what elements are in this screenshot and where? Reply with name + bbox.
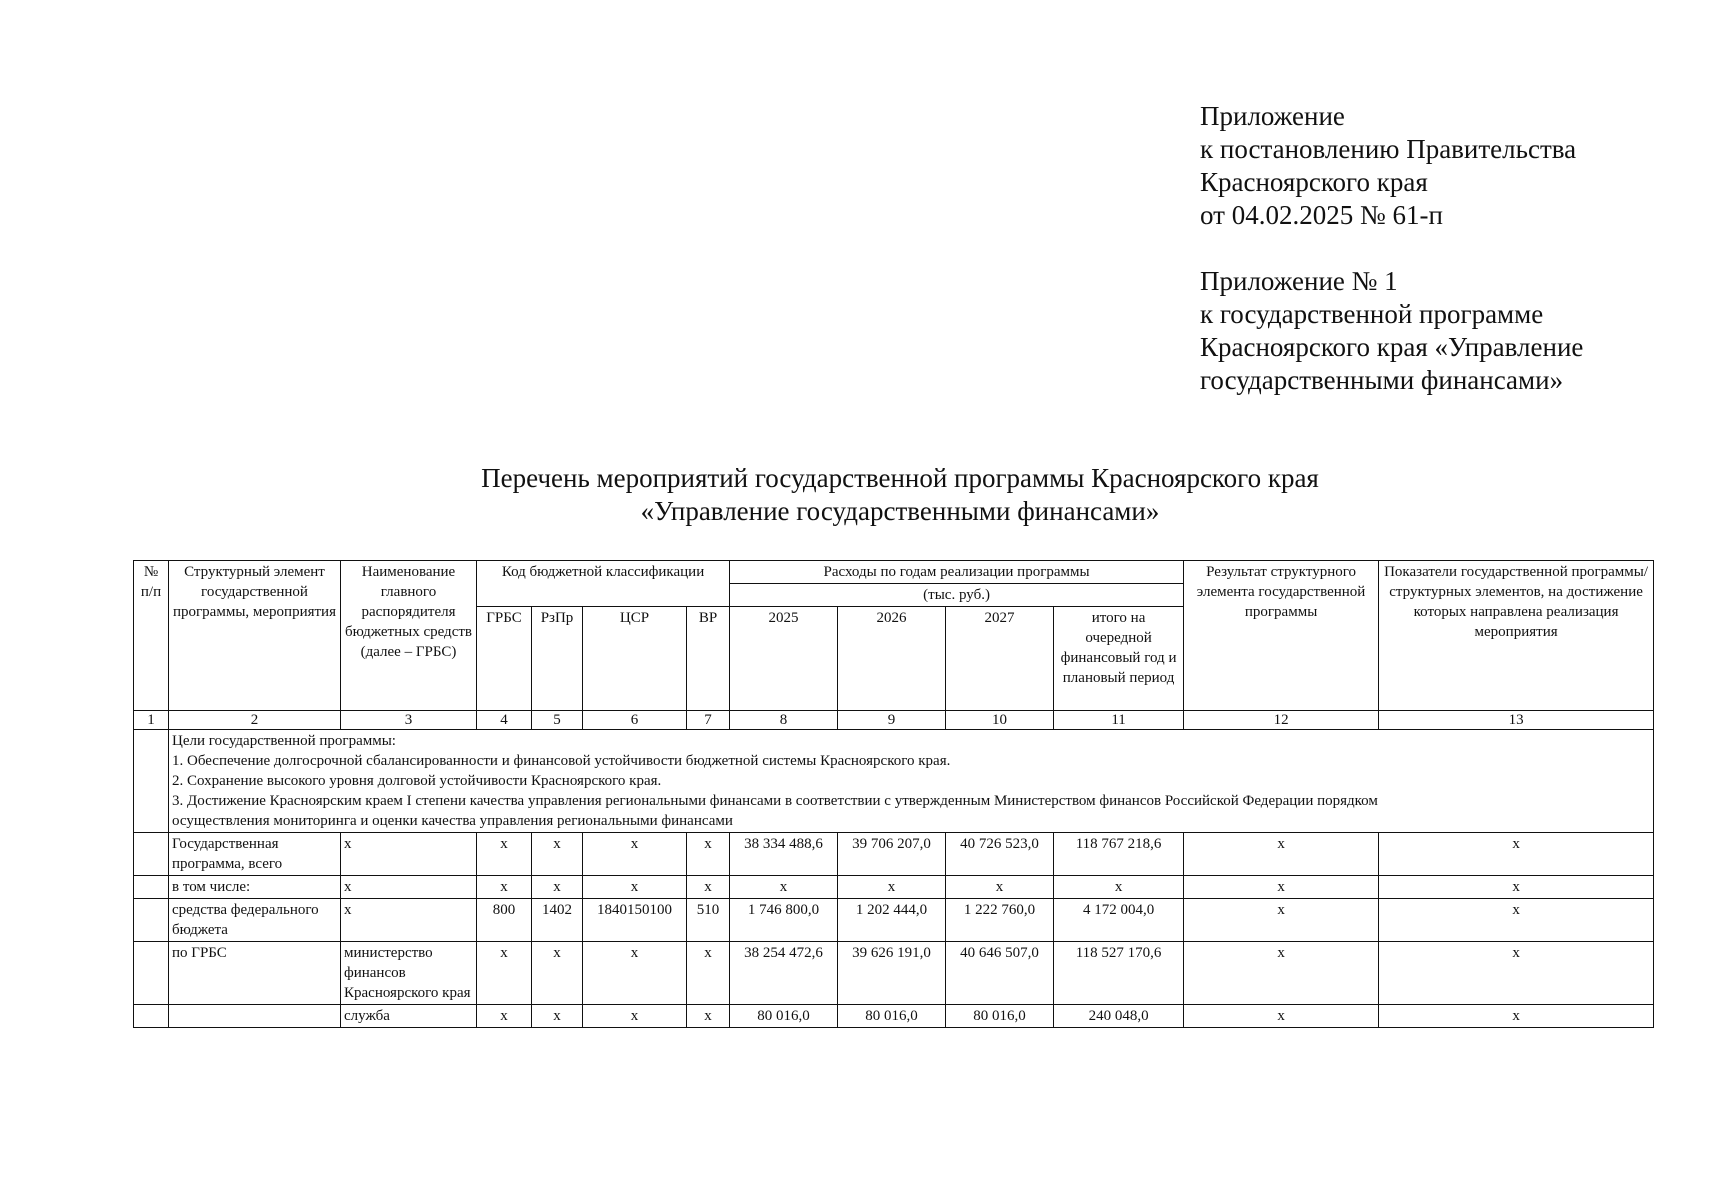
cell-y2026: x <box>838 876 946 899</box>
appendix-line: к государственной программе <box>1200 299 1544 329</box>
cell-num <box>134 876 169 899</box>
cell-csr: x <box>583 942 687 1005</box>
cell-rzpr: x <box>532 942 583 1005</box>
cell-y2027: x <box>946 876 1054 899</box>
table-row <box>134 876 1654 899</box>
cell-num <box>134 899 169 942</box>
cell-total: x <box>1054 876 1184 899</box>
cell-y2027: 40 726 523,0 <box>946 833 1054 876</box>
header-num: № п/п <box>134 561 169 711</box>
cell-num <box>134 833 169 876</box>
column-number: 7 <box>687 711 730 730</box>
document-title <box>0 462 1720 528</box>
cell-rzpr: x <box>532 876 583 899</box>
cell-element: средства федерального бюджета <box>169 899 341 942</box>
table-row <box>134 1005 1654 1028</box>
header-csr: ЦСР <box>583 607 687 711</box>
header-expenses: Расходы по годам реализации программы <box>730 561 1184 584</box>
header-y2026: 2026 <box>838 607 946 711</box>
column-number: 8 <box>730 711 838 730</box>
appendix-line: Красноярского края «Управление <box>1200 332 1584 362</box>
program-goals <box>169 730 1654 833</box>
cell-result: x <box>1184 942 1379 1005</box>
cell-grbs-name: x <box>341 833 477 876</box>
cell-y2025: 38 254 472,6 <box>730 942 838 1005</box>
column-number: 13 <box>1379 711 1654 730</box>
table-row <box>134 833 1654 876</box>
cell-vr: x <box>687 1005 730 1028</box>
cell-vr: x <box>687 942 730 1005</box>
appendix-line: Приложение <box>1200 101 1345 131</box>
table-row <box>134 942 1654 1005</box>
column-number: 4 <box>477 711 532 730</box>
cell-vr: 510 <box>687 899 730 942</box>
cell-y2025: 38 334 488,6 <box>730 833 838 876</box>
goal-2: 2. Сохранение высокого уровня долговой устойчивости Красноярского края. <box>172 773 662 789</box>
cell-indicators: x <box>1379 876 1654 899</box>
cell-indicators: x <box>1379 899 1654 942</box>
cell-vr: x <box>687 833 730 876</box>
cell-csr: 1840150100 <box>583 899 687 942</box>
measures-table <box>133 560 1654 1028</box>
goal-3-cont: осуществления мониторинга и оценки качества управления региональными финансами <box>172 813 733 829</box>
goal-3: 3. Достижение Красноярским краем I степени качества управления региональными финансами в соответствии с утвержденным Министерством финансов Российской Федерации порядком <box>172 793 1378 809</box>
column-number: 9 <box>838 711 946 730</box>
header-y2025: 2025 <box>730 607 838 711</box>
cell-indicators: x <box>1379 833 1654 876</box>
appendix-line: от 04.02.2025 № 61-п <box>1200 200 1443 230</box>
cell-grbs: x <box>477 876 532 899</box>
cell-rzpr: 1402 <box>532 899 583 942</box>
cell-element: Государственная программа, всего <box>169 833 341 876</box>
column-number: 10 <box>946 711 1054 730</box>
cell-grbs-name: министерство финансов Красноярского края <box>341 942 477 1005</box>
cell-csr: x <box>583 876 687 899</box>
cell-y2026: 1 202 444,0 <box>838 899 946 942</box>
appendix-line: Приложение № 1 <box>1200 266 1398 296</box>
column-number: 1 <box>134 711 169 730</box>
header-total: итого на очередной финансовый год и плановый период <box>1054 607 1184 711</box>
cell-grbs: x <box>477 1005 532 1028</box>
cell-vr: x <box>687 876 730 899</box>
goals-row <box>134 730 1654 833</box>
header-result: Результат структурного элемента государственной программы <box>1184 561 1379 711</box>
cell-element: по ГРБС <box>169 942 341 1005</box>
header-element: Структурный элемент государственной программы, мероприятия <box>169 561 341 711</box>
cell-total: 118 527 170,6 <box>1054 942 1184 1005</box>
cell-grbs: x <box>477 942 532 1005</box>
cell-total: 4 172 004,0 <box>1054 899 1184 942</box>
cell-y2027: 1 222 760,0 <box>946 899 1054 942</box>
goals-num-cell <box>134 730 169 833</box>
cell-y2027: 80 016,0 <box>946 1005 1054 1028</box>
header-units: (тыс. руб.) <box>730 584 1184 607</box>
appendix-line: Красноярского края <box>1200 167 1428 197</box>
header-indicators: Показатели государственной программы/структурных элементов, на достижение которых направлена реализация мероприятия <box>1379 561 1654 711</box>
header-budget-code: Код бюджетной классификации <box>477 561 730 607</box>
header-rzpr: РзПр <box>532 607 583 711</box>
appendix-line: государственными финансами» <box>1200 365 1564 395</box>
cell-indicators: x <box>1379 1005 1654 1028</box>
cell-grbs: 800 <box>477 899 532 942</box>
cell-grbs-name: служба <box>341 1005 477 1028</box>
column-number: 3 <box>341 711 477 730</box>
cell-result: x <box>1184 899 1379 942</box>
column-number: 6 <box>583 711 687 730</box>
cell-num <box>134 1005 169 1028</box>
cell-num <box>134 942 169 1005</box>
header-vr: ВР <box>687 607 730 711</box>
column-number: 11 <box>1054 711 1184 730</box>
cell-y2026: 80 016,0 <box>838 1005 946 1028</box>
cell-result: x <box>1184 833 1379 876</box>
column-number: 2 <box>169 711 341 730</box>
cell-total: 118 767 218,6 <box>1054 833 1184 876</box>
appendix-block-program <box>1200 265 1680 397</box>
cell-y2025: x <box>730 876 838 899</box>
cell-csr: x <box>583 1005 687 1028</box>
cell-element: в том числе: <box>169 876 341 899</box>
cell-indicators: x <box>1379 942 1654 1005</box>
header-y2027: 2027 <box>946 607 1054 711</box>
column-number-row <box>134 711 1654 730</box>
cell-rzpr: x <box>532 1005 583 1028</box>
cell-csr: x <box>583 833 687 876</box>
header-grbs: ГРБС <box>477 607 532 711</box>
header-row-1 <box>134 561 1654 584</box>
header-grbs-name: Наименование главного распорядителя бюджетных средств (далее – ГРБС) <box>341 561 477 711</box>
cell-y2025: 80 016,0 <box>730 1005 838 1028</box>
appendix-line: к постановлению Правительства <box>1200 134 1577 164</box>
cell-result: x <box>1184 876 1379 899</box>
cell-total: 240 048,0 <box>1054 1005 1184 1028</box>
goal-1: 1. Обеспечение долгосрочной сбалансированности и финансовой устойчивости бюджетной системы Красноярского края. <box>172 753 951 769</box>
cell-grbs: x <box>477 833 532 876</box>
appendix-block <box>1200 100 1680 232</box>
title-line-2: «Управление государственными финансами» <box>640 496 1160 526</box>
goals-title: Цели государственной программы: <box>172 733 396 749</box>
title-line-1: Перечень мероприятий государственной программы Красноярского края <box>481 463 1319 493</box>
cell-grbs-name: x <box>341 899 477 942</box>
cell-y2027: 40 646 507,0 <box>946 942 1054 1005</box>
cell-element <box>169 1005 341 1028</box>
cell-y2026: 39 706 207,0 <box>838 833 946 876</box>
cell-rzpr: x <box>532 833 583 876</box>
cell-grbs-name: x <box>341 876 477 899</box>
column-number: 5 <box>532 711 583 730</box>
table-row <box>134 899 1654 942</box>
cell-y2025: 1 746 800,0 <box>730 899 838 942</box>
column-number: 12 <box>1184 711 1379 730</box>
cell-result: x <box>1184 1005 1379 1028</box>
cell-y2026: 39 626 191,0 <box>838 942 946 1005</box>
